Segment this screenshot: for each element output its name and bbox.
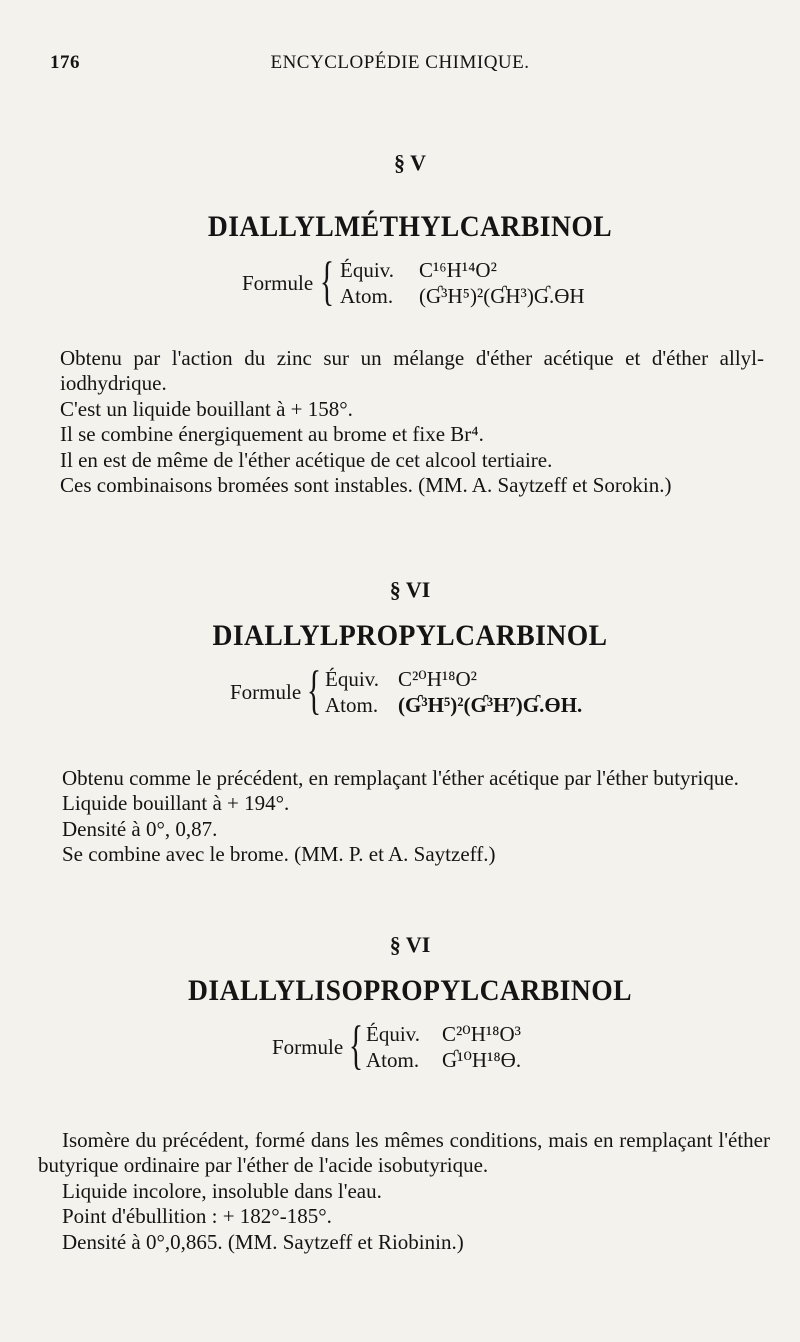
paragraph: Densité à 0°,0,865. (MM. Saytzeff et Riobinin.)	[62, 1229, 464, 1254]
paragraph: Il en est de même de l'éther acétique de cet alcool tertiaire.	[60, 447, 553, 472]
formula-atom-label: Atom.	[366, 1048, 420, 1072]
paragraph: Isomère du précédent, formé dans les mêmes conditions, mais en remplaçant l'éther butyrique ordinaire par l'éther de l'acide isobutyrique.	[38, 1128, 770, 1178]
formula-atom-value: Ɠ¹⁰H¹⁸Ɵ.	[442, 1048, 522, 1072]
formula-atom-row	[340, 284, 393, 309]
section-number: § VI	[389, 577, 431, 602]
formula-block	[60, 1015, 760, 1075]
formula-brace: {	[319, 251, 335, 311]
page-header	[50, 52, 750, 76]
paragraph: Liquide bouillant à + 194°.	[62, 791, 290, 816]
running-title: ENCYCLOPÉDIE CHIMIQUE.	[270, 52, 530, 73]
formula-equiv-label: Équiv.	[366, 1022, 421, 1046]
paragraph: Il se combine énergiquement au brome et fixe Br⁴.	[60, 422, 484, 447]
paragraph: C'est un liquide bouillant à + 158°.	[60, 396, 353, 421]
formula-brace: {	[348, 1015, 364, 1075]
formula-equiv-row	[366, 1022, 420, 1047]
section-vi-iso	[60, 932, 760, 1074]
section-vi	[60, 577, 760, 719]
formula-equiv-row	[340, 258, 394, 283]
formula-atom-row	[325, 693, 378, 718]
section-v-text	[60, 346, 764, 498]
formula-atom-label: Atom.	[340, 284, 394, 308]
section-title: DIALLYLPROPYLCARBINOL	[212, 619, 608, 652]
section-title: DIALLYLISOPROPYLCARBINOL	[187, 974, 633, 1007]
formula-block	[60, 251, 760, 311]
paragraph: Densité à 0°, 0,87.	[62, 816, 218, 841]
formula-block	[60, 660, 760, 720]
paragraph: Ces combinaisons bromées sont instables. (MM. A. Saytzeff et Sorokin.)	[60, 473, 672, 498]
formula-atom-row	[366, 1048, 419, 1073]
section-v	[60, 150, 760, 310]
formula-atom-value: (Ɠ³H⁵)²(ƓH³)Ɠ.ƟH	[419, 284, 585, 308]
formula-atom-value: (Ɠ³H⁵)²(Ɠ³H⁷)Ɠ.ƟH.	[398, 693, 583, 717]
paragraph: Point d'ébullition : + 182°-185°.	[62, 1204, 332, 1229]
section-number: § V	[394, 150, 426, 175]
section-vi-iso-text	[38, 1128, 770, 1255]
formula-brace: {	[306, 660, 322, 720]
formula-label: Formule	[272, 1035, 344, 1059]
page-number: 176	[50, 52, 80, 73]
formula-equiv-value: C²⁰H¹⁸O³	[442, 1022, 521, 1046]
formula-label: Formule	[242, 271, 314, 295]
formula-equiv-value: C¹⁶H¹⁴O²	[419, 258, 497, 282]
paragraph: Liquide incolore, insoluble dans l'eau.	[62, 1178, 382, 1203]
paragraph: Se combine avec le brome. (MM. P. et A. Saytzeff.)	[62, 842, 496, 867]
paragraph: Obtenu par l'action du zinc sur un mélange d'éther acétique et d'éther allyl-iodhydrique.	[60, 346, 764, 396]
section-vi-text	[62, 766, 770, 868]
formula-atom-label: Atom.	[325, 693, 379, 717]
section-number: § VI	[389, 932, 431, 957]
formula-equiv-label: Équiv.	[325, 667, 380, 691]
paragraph: Obtenu comme le précédent, en remplaçant l'éther acétique par l'éther butyrique.	[62, 766, 739, 790]
section-title: DIALLYLMÉTHYLCARBINOL	[207, 210, 613, 243]
formula-label: Formule	[230, 680, 302, 704]
formula-equiv-row	[325, 667, 379, 692]
formula-equiv-label: Équiv.	[340, 258, 395, 282]
formula-equiv-value: C²⁰H¹⁸O²	[398, 667, 477, 691]
